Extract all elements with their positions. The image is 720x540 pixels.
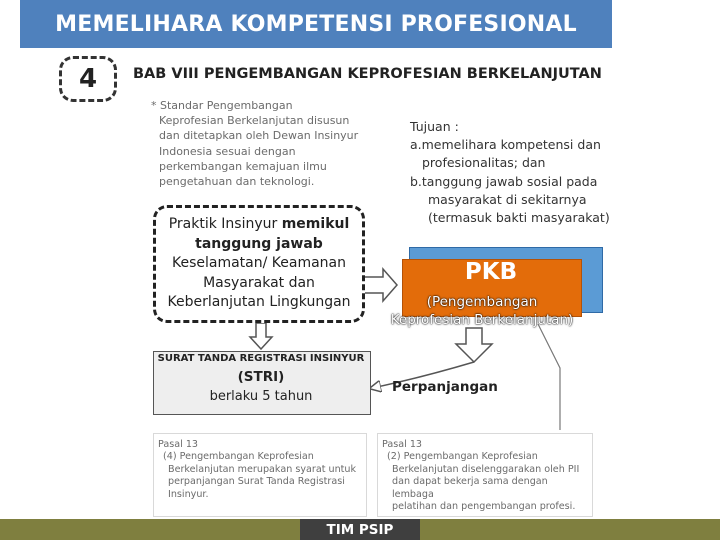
article-line: Berkelanjutan diselenggarakan oleh PII [392,463,580,475]
pkb-subtitle-line: (Pengembangan [426,294,538,310]
pkb-title: PKB [464,259,518,285]
article-line: perpanjangan Surat Tanda Registrasi [168,476,345,488]
standard-note-line: Indonesia sesuai dengan [159,144,296,158]
practice-line: Keselamatan/ Keamanan [171,255,346,272]
goal-a-cont: profesionalitas; dan [422,154,546,170]
practice-line: tanggung jawab [195,235,323,252]
standard-note-line: pengetahuan dan teknologi. [159,175,315,189]
standard-note-line: * Standar Pengembangan [151,99,293,112]
standard-note-line: Keprofesian Berkelanjutan disusun [159,114,350,128]
article-13-2-box [377,433,593,517]
standard-note-line: dan ditetapkan oleh Dewan Insinyur [159,129,359,143]
article-line: dan dapat bekerja sama dengan lembaga [392,476,548,500]
practice-line: Masyarakat dan [203,274,315,291]
goal-b: b.tanggung jawab sosial pada [410,174,598,190]
standard-note-line: perkembangan kemajuan ilmu [159,159,327,173]
standard-note [151,98,373,189]
practice-line-prefix: Praktik Insinyur [168,216,282,233]
practice-responsibility-box [153,205,365,323]
goal-b-cont: (termasuk bakti masyarakat) [428,209,610,225]
stri-label: SURAT TANDA REGISTRASI INSINYUR [157,353,365,364]
goal-b-cont: masyarakat di sekitarnya [428,192,587,208]
article-line: Berkelanjutan merupakan syarat untuk [168,463,357,475]
practice-line: Keberlanjutan Lingkungan [167,294,351,311]
article-line: Insinyur. [168,488,209,500]
article-line: Pasal 13 [382,439,423,450]
practice-to-stri-arrow [250,323,272,349]
renewal-cycle-line [538,324,560,430]
pkb-subtitle [377,293,587,329]
stri-abbreviation: (STRI) [237,369,285,385]
page-title: MEMELIHARA KOMPETENSI PROFESIONAL [20,0,612,48]
practice-line-bold: memikul [281,216,350,233]
practice-line [169,215,350,235]
article-line: Pasal 13 [158,439,199,450]
article-line: pelatihan dan pengembangan profesi. [392,501,576,513]
goals-block [410,118,620,227]
goals-heading: Tujuan : [410,119,459,134]
article-line: (4) Pengembangan Keprofesian [163,451,314,463]
renewal-label: Perpanjangan [392,379,498,395]
article-line: (2) Pengembangan Keprofesian [387,451,538,463]
pkb-to-renewal-arrow [456,328,492,362]
goal-a: a.memelihara kompetensi dan [410,136,601,152]
chapter-number-badge: 4 [59,56,117,102]
pkb-subtitle-line: Keprofesian Berkelanjutan) [390,312,574,328]
footer-label: TIM PSIP [300,519,420,540]
chapter-title: BAB VIII PENGEMBANGAN KEPROFESIAN BERKELANJUTAN [133,66,602,82]
stri-validity: berlaku 5 tahun [209,389,313,404]
article-13-4-box [153,433,367,517]
